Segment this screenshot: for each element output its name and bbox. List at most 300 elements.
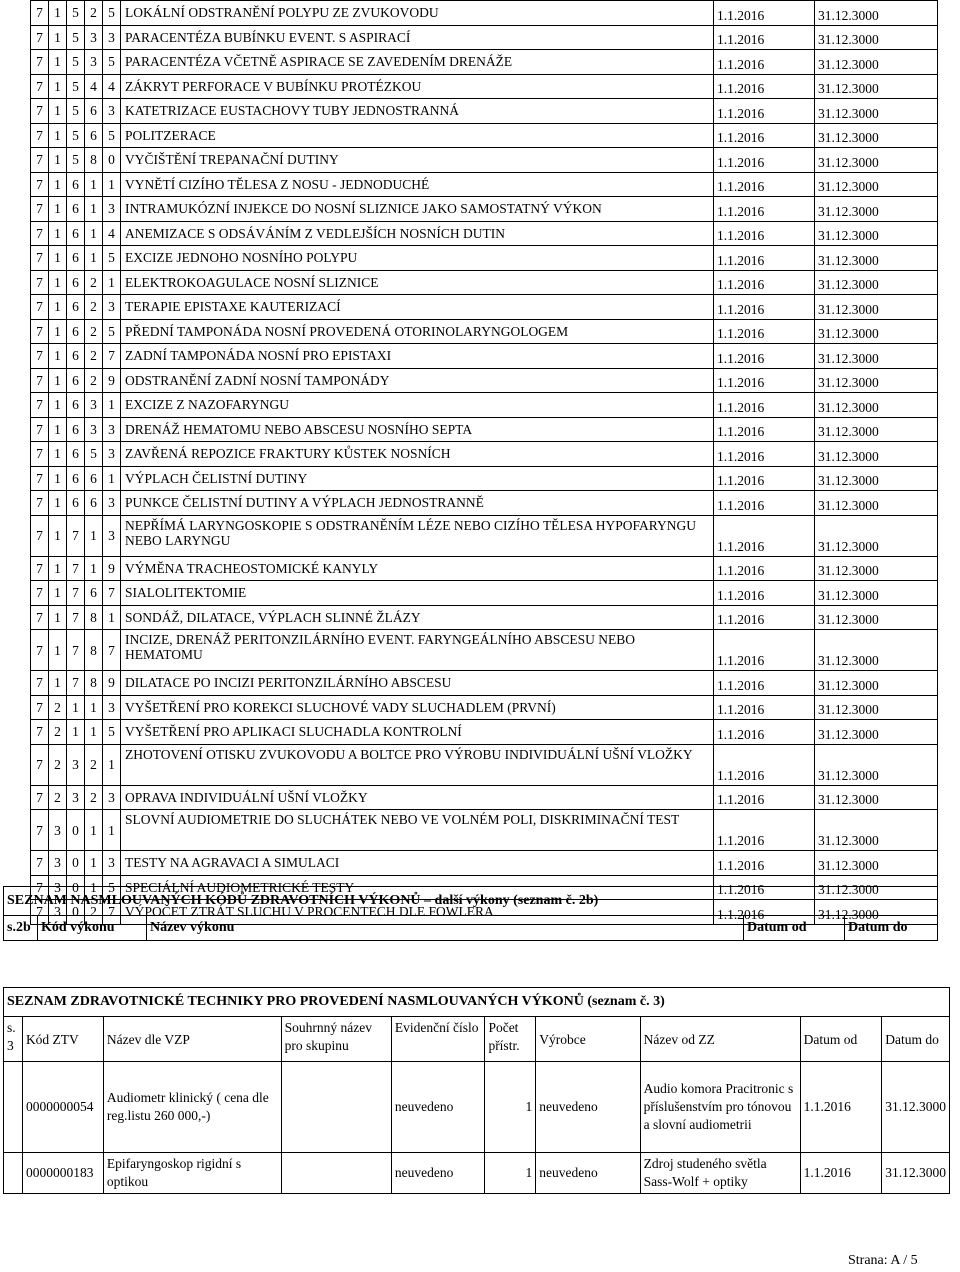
code-digit: 7 (31, 900, 49, 925)
header-vzp-name: Název dle VZP (103, 1017, 281, 1062)
code-digit: 1 (49, 344, 67, 369)
table-row (31, 393, 938, 418)
code-digit: 6 (67, 197, 85, 222)
code-digit: 7 (103, 581, 121, 606)
procedure-name: INTRAMUKÓZNÍ INJEKCE DO NOSNÍ SLIZNICE JAKO SAMOSTATNÝ VÝKON (121, 197, 714, 222)
code-digit: 7 (31, 671, 49, 696)
procedure-name: ZÁKRYT PERFORACE V BUBÍNKU PROTÉZKOU (121, 74, 714, 99)
code-digit: 6 (85, 491, 103, 516)
code-digit: 0 (67, 875, 85, 900)
code-digit: 3 (103, 99, 121, 124)
procedure-name: PUNKCE ČELISTNÍ DUTINY A VÝPLACH JEDNOSTRANNĚ (121, 491, 714, 516)
table-row (31, 851, 938, 876)
code-digit: 0 (67, 851, 85, 876)
date-to: 31.12.3000 (815, 123, 938, 148)
procedure-name: PARACENTÉZA BUBÍNKU EVENT. S ASPIRACÍ (121, 25, 714, 50)
date-to: 31.12.3000 (815, 695, 938, 720)
date-to: 31.12.3000 (815, 875, 938, 900)
code-digit: 1 (49, 605, 67, 630)
code-digit: 7 (31, 295, 49, 320)
manufacturer: neuvedeno (536, 1062, 640, 1153)
code-digit: 2 (49, 720, 67, 745)
date-from: 1.1.2016 (714, 630, 815, 671)
date-to: 31.12.3000 (815, 744, 938, 785)
code-digit: 5 (103, 319, 121, 344)
evidence-number: neuvedeno (391, 1062, 485, 1153)
code-digit: 1 (103, 605, 121, 630)
code-digit: 0 (67, 900, 85, 925)
code-digit: 1 (103, 466, 121, 491)
code-digit: 1 (49, 368, 67, 393)
code-digit: 7 (67, 671, 85, 696)
table-row (31, 695, 938, 720)
code-digit: 6 (67, 246, 85, 271)
procedure-name: ELEKTROKOAGULACE NOSNÍ SLIZNICE (121, 270, 714, 295)
header-date-from: Datum od (800, 1017, 882, 1062)
date-to: 31.12.3000 (815, 74, 938, 99)
group-name (281, 1153, 391, 1194)
code-digit: 4 (85, 74, 103, 99)
code-digit: 7 (31, 630, 49, 671)
date-from: 1.1.2016 (714, 50, 815, 75)
date-to: 31.12.3000 (815, 99, 938, 124)
date-from: 1.1.2016 (714, 246, 815, 271)
vzp-name: Epifaryngoskop rigidní s optikou (103, 1153, 281, 1194)
code-digit: 3 (49, 875, 67, 900)
vzp-name: Audiometr klinický ( cena dle reg.listu 260 000,-) (103, 1062, 281, 1153)
section-2b-header-row (4, 916, 938, 941)
code-digit: 7 (31, 221, 49, 246)
code-digit: 6 (85, 581, 103, 606)
date-from: 1.1.2016 (714, 581, 815, 606)
date-from: 1.1.2016 (714, 393, 815, 418)
code-digit: 6 (67, 319, 85, 344)
date-to: 31.12.3000 (815, 221, 938, 246)
code-digit: 1 (85, 810, 103, 851)
code-digit: 4 (103, 74, 121, 99)
procedure-name: OPRAVA INDIVIDUÁLNÍ UŠNÍ VLOŽKY (121, 785, 714, 810)
date-to: 31.12.3000 (815, 197, 938, 222)
code-digit: 7 (31, 368, 49, 393)
table-row (31, 295, 938, 320)
table-row (31, 270, 938, 295)
date-to: 31.12.3000 (815, 50, 938, 75)
date-from: 1.1.2016 (714, 344, 815, 369)
header-evidence-number: Evidenční číslo (391, 1017, 485, 1062)
code-digit: 7 (31, 810, 49, 851)
code-digit: 2 (85, 900, 103, 925)
code-digit: 6 (67, 393, 85, 418)
header-code: Kód výkonu (38, 916, 147, 941)
procedure-name: ODSTRANĚNÍ ZADNÍ NOSNÍ TAMPONÁDY (121, 368, 714, 393)
code-digit: 3 (103, 295, 121, 320)
procedure-name: PARACENTÉZA VČETNĚ ASPIRACE SE ZAVEDENÍM DRENÁŽE (121, 50, 714, 75)
device-count: 1 (485, 1062, 536, 1153)
equipment-row (4, 1153, 950, 1194)
table-row (31, 417, 938, 442)
code-digit: 5 (67, 1, 85, 26)
code-digit: 1 (103, 393, 121, 418)
table-row (31, 466, 938, 491)
table-row (31, 99, 938, 124)
code-digit: 7 (31, 744, 49, 785)
procedure-name: DRENÁŽ HEMATOMU NEBO ABSCESU NOSNÍHO SEPTA (121, 417, 714, 442)
table-row (31, 25, 938, 50)
code-digit: 4 (103, 221, 121, 246)
code-digit: 6 (67, 221, 85, 246)
date-to: 31.12.3000 (815, 1, 938, 26)
code-digit: 7 (103, 630, 121, 671)
code-digit: 7 (103, 900, 121, 925)
code-digit: 7 (31, 442, 49, 467)
date-to: 31.12.3000 (815, 900, 938, 925)
code-digit: 3 (103, 197, 121, 222)
code-digit: 6 (85, 466, 103, 491)
code-digit: 2 (85, 368, 103, 393)
procedure-name: POLITZERACE (121, 123, 714, 148)
date-from: 1.1.2016 (714, 74, 815, 99)
code-digit: 9 (103, 556, 121, 581)
code-digit: 7 (31, 556, 49, 581)
procedure-name: KATETRIZACE EUSTACHOVY TUBY JEDNOSTRANNÁ (121, 99, 714, 124)
code-digit: 7 (31, 172, 49, 197)
procedure-name: VÝPOČET ZTRÁT SLUCHU V PROCENTECH DLE FOWLERA (121, 900, 714, 925)
code-digit: 1 (49, 221, 67, 246)
code-digit: 7 (31, 319, 49, 344)
code-digit: 6 (85, 123, 103, 148)
code-digit: 9 (103, 368, 121, 393)
table-row (31, 744, 938, 785)
table-row (31, 515, 938, 556)
table-row (31, 630, 938, 671)
code-digit: 7 (67, 556, 85, 581)
code-digit: 5 (67, 148, 85, 173)
date-to: 31.12.3000 (815, 671, 938, 696)
code-digit: 1 (85, 221, 103, 246)
header-s2b: s.2b (4, 916, 38, 941)
code-digit: 7 (31, 99, 49, 124)
code-digit: 7 (31, 720, 49, 745)
code-digit: 6 (67, 270, 85, 295)
table-row (31, 720, 938, 745)
procedure-name: VYŠETŘENÍ PRO APLIKACI SLUCHADLA KONTROLNÍ (121, 720, 714, 745)
table-row (31, 172, 938, 197)
header-name: Název výkonu (147, 916, 744, 941)
code-digit: 1 (85, 197, 103, 222)
code-digit: 5 (103, 720, 121, 745)
date-to: 31.12.3000 (815, 25, 938, 50)
table-row (31, 123, 938, 148)
code-digit: 3 (103, 515, 121, 556)
section-2b-title: SEZNAM NASMLOUVANÝCH KÓDŮ ZDRAVOTNÍCH VÝKONŮ – další výkony (seznam č. 2b) (4, 887, 938, 916)
table-row (31, 581, 938, 606)
code-digit: 7 (31, 695, 49, 720)
date-from: 1.1.2016 (714, 99, 815, 124)
code-digit: 1 (49, 295, 67, 320)
code-digit: 2 (85, 295, 103, 320)
code-digit: 7 (31, 417, 49, 442)
code-digit: 7 (31, 123, 49, 148)
ztv-code: 0000000183 (22, 1153, 103, 1194)
procedure-name: SIALOLITEKTOMIE (121, 581, 714, 606)
code-digit: 7 (31, 344, 49, 369)
code-digit: 6 (67, 417, 85, 442)
date-to: 31.12.3000 (815, 417, 938, 442)
code-digit: 1 (49, 172, 67, 197)
code-digit: 1 (49, 74, 67, 99)
procedure-name: NEPŘÍMÁ LARYNGOSKOPIE S ODSTRANĚNÍM LÉZE NEBO CIZÍHO TĚLESA HYPOFARYNGU NEBO LARYNGU (121, 515, 714, 556)
date-to: 31.12.3000 (815, 515, 938, 556)
code-digit: 8 (85, 671, 103, 696)
date-from: 1.1.2016 (714, 785, 815, 810)
code-digit: 1 (67, 720, 85, 745)
group-name (281, 1062, 391, 1153)
code-digit: 1 (49, 270, 67, 295)
code-digit: 2 (85, 270, 103, 295)
date-to: 31.12.3000 (815, 851, 938, 876)
procedure-name: DILATACE PO INCIZI PERITONZILÁRNÍHO ABSCESU (121, 671, 714, 696)
code-digit: 8 (85, 605, 103, 630)
header-date-to: Datum do (845, 916, 938, 941)
code-digit: 6 (67, 344, 85, 369)
evidence-number: neuvedeno (391, 1153, 485, 1194)
code-digit: 1 (49, 556, 67, 581)
procedure-name: VÝMĚNA TRACHEOSTOMICKÉ KANYLY (121, 556, 714, 581)
code-digit: 3 (85, 417, 103, 442)
code-digit: 1 (49, 123, 67, 148)
date-from: 1.1.2016 (714, 720, 815, 745)
code-digit: 7 (67, 605, 85, 630)
code-digit: 1 (49, 246, 67, 271)
code-digit: 1 (85, 246, 103, 271)
date-to: 31.12.3000 (815, 605, 938, 630)
procedure-name: VÝPLACH ČELISTNÍ DUTINY (121, 466, 714, 491)
code-digit: 1 (85, 875, 103, 900)
procedure-name: VYŠETŘENÍ PRO KOREKCI SLUCHOVÉ VADY SLUCHADLEM (PRVNÍ) (121, 695, 714, 720)
date-from: 1.1.2016 (800, 1153, 882, 1194)
procedure-name: VYNĚTÍ CIZÍHO TĚLESA Z NOSU - JEDNODUCHÉ (121, 172, 714, 197)
code-digit: 2 (85, 1, 103, 26)
code-digit: 5 (103, 1, 121, 26)
code-digit: 5 (67, 74, 85, 99)
table-row (31, 785, 938, 810)
code-digit: 7 (31, 393, 49, 418)
table-row (31, 221, 938, 246)
code-digit: 1 (85, 720, 103, 745)
date-to: 31.12.3000 (815, 148, 938, 173)
date-from: 1.1.2016 (714, 744, 815, 785)
code-digit: 0 (67, 810, 85, 851)
equipment-row (4, 1062, 950, 1153)
date-from: 1.1.2016 (714, 197, 815, 222)
date-from: 1.1.2016 (714, 1, 815, 26)
code-digit: 7 (31, 515, 49, 556)
code-digit: 7 (67, 515, 85, 556)
zz-name: Zdroj studeného světla Sass-Wolf + optiky (640, 1153, 800, 1194)
code-digit: 3 (103, 491, 121, 516)
code-digit: 1 (49, 417, 67, 442)
code-digit: 1 (49, 319, 67, 344)
code-digit: 9 (103, 671, 121, 696)
code-digit: 2 (49, 695, 67, 720)
code-digit: 1 (49, 671, 67, 696)
procedure-name: INCIZE, DRENÁŽ PERITONZILÁRNÍHO EVENT. FARYNGEÁLNÍHO ABSCESU NEBO HEMATOMU (121, 630, 714, 671)
procedure-name: VYČIŠTĚNÍ TREPANAČNÍ DUTINY (121, 148, 714, 173)
section-2b-table (3, 886, 938, 941)
code-digit: 2 (85, 785, 103, 810)
table-row (31, 319, 938, 344)
code-digit: 7 (31, 50, 49, 75)
code-digit: 7 (31, 491, 49, 516)
date-from: 1.1.2016 (714, 25, 815, 50)
date-to: 31.12.3000 (815, 581, 938, 606)
date-from: 1.1.2016 (714, 671, 815, 696)
header-s3: s. 3 (4, 1017, 23, 1062)
code-digit: 7 (67, 581, 85, 606)
code-digit: 8 (85, 630, 103, 671)
code-digit: 2 (85, 744, 103, 785)
code-digit: 7 (31, 785, 49, 810)
section-3-header-row (4, 1017, 950, 1062)
code-digit: 1 (67, 695, 85, 720)
date-from: 1.1.2016 (714, 515, 815, 556)
zz-name: Audio komora Pracitronic s příslušenstvím pro tónovou a slovní audiometrii (640, 1062, 800, 1153)
code-digit: 7 (31, 246, 49, 271)
code-digit: 1 (49, 581, 67, 606)
table-row (31, 50, 938, 75)
code-digit: 1 (85, 172, 103, 197)
date-from: 1.1.2016 (714, 605, 815, 630)
procedure-name: SPECIÁLNÍ AUDIOMETRICKÉ TESTY (121, 875, 714, 900)
code-digit: 6 (67, 368, 85, 393)
code-digit: 1 (49, 25, 67, 50)
section-3-table (3, 987, 950, 1194)
code-digit: 3 (85, 25, 103, 50)
code-digit: 7 (31, 25, 49, 50)
table-row (31, 810, 938, 851)
code-digit: 7 (103, 344, 121, 369)
procedure-name: TESTY NA AGRAVACI A SIMULACI (121, 851, 714, 876)
procedure-name: EXCIZE JEDNOHO NOSNÍHO POLYPU (121, 246, 714, 271)
manufacturer: neuvedeno (536, 1153, 640, 1194)
code-digit: 3 (67, 785, 85, 810)
date-to: 31.12.3000 (815, 295, 938, 320)
code-digit: 1 (103, 172, 121, 197)
code-digit: 5 (67, 99, 85, 124)
date-from: 1.1.2016 (714, 695, 815, 720)
code-digit: 5 (67, 123, 85, 148)
date-from: 1.1.2016 (714, 172, 815, 197)
date-from: 1.1.2016 (714, 851, 815, 876)
date-from: 1.1.2016 (714, 319, 815, 344)
date-to: 31.12.3000 (815, 785, 938, 810)
code-digit: 7 (31, 148, 49, 173)
date-from: 1.1.2016 (714, 556, 815, 581)
date-to: 31.12.3000 (815, 319, 938, 344)
date-to: 31.12.3000 (815, 270, 938, 295)
date-from: 1.1.2016 (714, 148, 815, 173)
procedure-name: ZAVŘENÁ REPOZICE FRAKTURY KŮSTEK NOSNÍCH (121, 442, 714, 467)
header-date-to: Datum do (882, 1017, 950, 1062)
date-to: 31.12.3000 (815, 720, 938, 745)
code-digit: 6 (67, 295, 85, 320)
header-group-name: Souhrnný název pro skupinu (281, 1017, 391, 1062)
date-from: 1.1.2016 (714, 900, 815, 925)
code-digit: 1 (49, 466, 67, 491)
header-count: Počet přístr. (485, 1017, 536, 1062)
date-from: 1.1.2016 (714, 875, 815, 900)
code-digit: 1 (85, 515, 103, 556)
date-from: 1.1.2016 (714, 466, 815, 491)
date-from: 1.1.2016 (714, 368, 815, 393)
table-row (31, 246, 938, 271)
code-digit: 1 (103, 744, 121, 785)
date-from: 1.1.2016 (800, 1062, 882, 1153)
code-digit: 5 (103, 875, 121, 900)
code-digit: 3 (85, 393, 103, 418)
code-digit: 1 (85, 695, 103, 720)
code-digit: 1 (49, 393, 67, 418)
date-from: 1.1.2016 (714, 295, 815, 320)
procedure-name: SONDÁŽ, DILATACE, VÝPLACH SLINNÉ ŽLÁZY (121, 605, 714, 630)
code-digit: 7 (31, 197, 49, 222)
date-to: 31.12.3000 (815, 393, 938, 418)
table-row (31, 368, 938, 393)
code-digit: 7 (31, 851, 49, 876)
header-manufacturer: Výrobce (536, 1017, 640, 1062)
date-from: 1.1.2016 (714, 810, 815, 851)
code-digit: 3 (103, 785, 121, 810)
code-digit: 3 (103, 695, 121, 720)
code-digit: 3 (103, 417, 121, 442)
code-digit: 7 (31, 605, 49, 630)
code-digit: 7 (31, 581, 49, 606)
code-digit: 3 (49, 810, 67, 851)
date-from: 1.1.2016 (714, 417, 815, 442)
code-digit: 7 (31, 466, 49, 491)
code-digit: 3 (49, 900, 67, 925)
code-digit: 3 (103, 442, 121, 467)
code-digit: 6 (67, 491, 85, 516)
code-digit: 5 (103, 246, 121, 271)
code-digit: 1 (49, 148, 67, 173)
date-to: 31.12.3000 (815, 491, 938, 516)
table-row (31, 556, 938, 581)
code-digit: 1 (49, 442, 67, 467)
code-digit: 1 (49, 50, 67, 75)
code-digit: 3 (49, 851, 67, 876)
date-from: 1.1.2016 (714, 270, 815, 295)
table-row (31, 605, 938, 630)
date-to: 31.12.3000 (815, 172, 938, 197)
code-digit: 1 (103, 270, 121, 295)
code-digit: 7 (31, 270, 49, 295)
section-3-title: SEZNAM ZDRAVOTNICKÉ TECHNIKY PRO PROVEDENÍ NASMLOUVANÝCH VÝKONŮ (seznam č. 3) (4, 988, 950, 1017)
table-row (31, 197, 938, 222)
code-digit: 1 (49, 99, 67, 124)
table-row (31, 671, 938, 696)
code-digit: 6 (67, 442, 85, 467)
date-to: 31.12.3000 (882, 1153, 950, 1194)
code-digit: 7 (31, 74, 49, 99)
table-row (31, 148, 938, 173)
procedure-name: SLOVNÍ AUDIOMETRIE DO SLUCHÁTEK NEBO VE VOLNÉM POLI, DISKRIMINAČNÍ TEST (121, 810, 714, 851)
header-date-from: Datum od (744, 916, 845, 941)
code-digit: 6 (67, 466, 85, 491)
header-zz-name: Název od ZZ (640, 1017, 800, 1062)
code-digit: 2 (49, 785, 67, 810)
date-from: 1.1.2016 (714, 442, 815, 467)
